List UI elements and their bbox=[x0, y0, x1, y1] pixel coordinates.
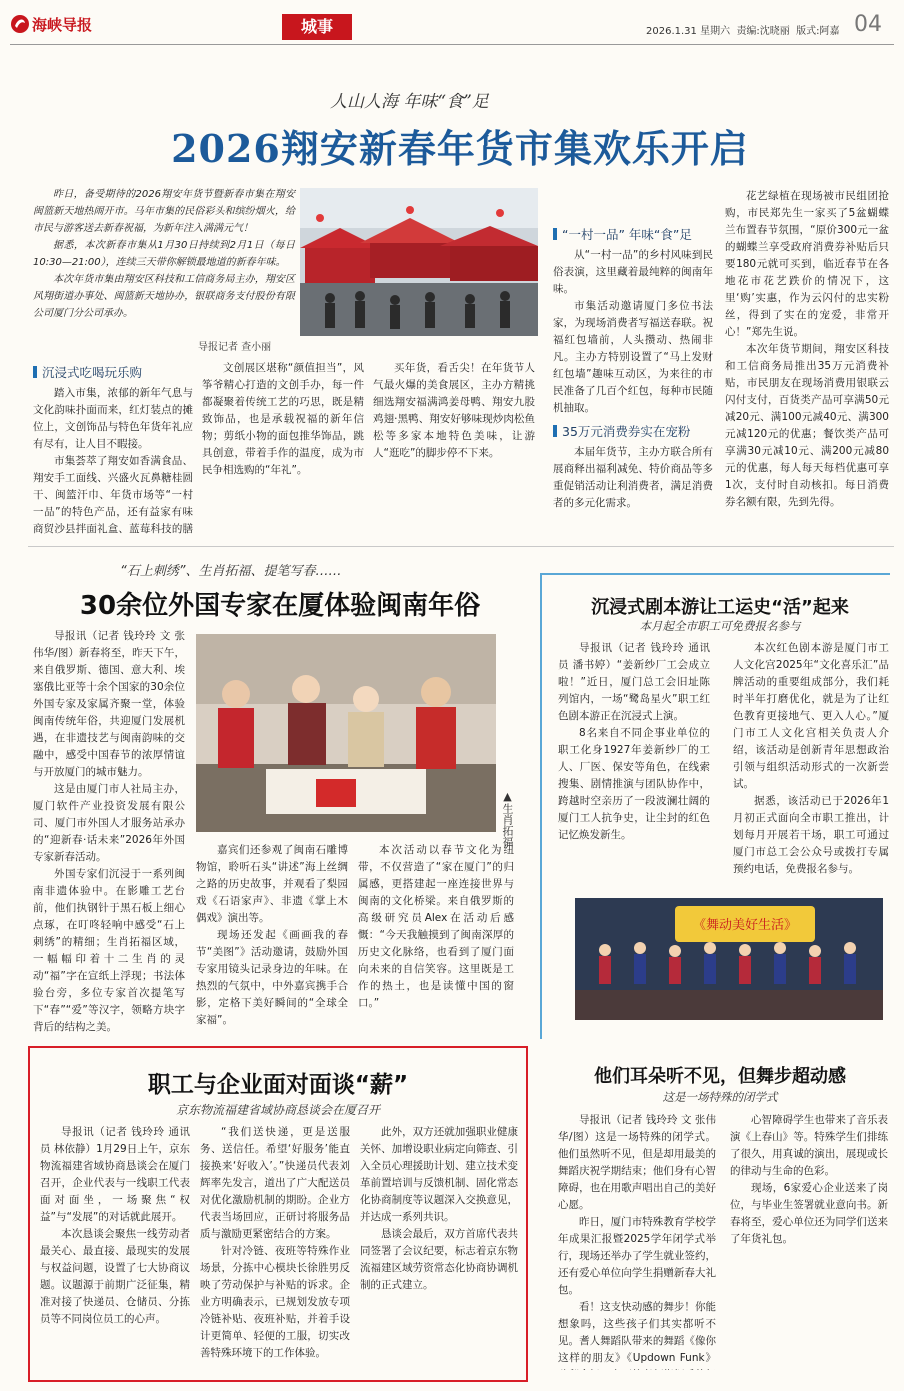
article3-frame-left bbox=[540, 573, 542, 1039]
article5-col1 bbox=[40, 1124, 190, 1374]
article1-col2 bbox=[202, 360, 364, 535]
body-para: 文创展区堪称“颜值担当”，风筝爷精心打造的文创手办，每一件都凝聚着传统工艺的巧思，既是精致饰品，也是承载祝福的新年信物；剪纸小物的面包推华饰品，跳具创意，带着手作的温度，成为市民争相选购的“年礼”。 bbox=[202, 362, 364, 476]
designer: 版式:阿嘉 bbox=[796, 26, 840, 37]
lead-para: 据悉，本次新春市集从1月30日持续到2月1日（每日10:30—21:00），连续三天带你解锁最地道的新春年味。 bbox=[33, 240, 295, 268]
article3-col2 bbox=[733, 640, 889, 890]
body-para: 本次恳谈会聚焦一线劳动者最关心、最直接、最现实的发展与权益问题，设置了七大协商议题。议题源于前期广泛征集，精准对接了快递员、仓储员、分拣员等不同岗位员工的心声。 bbox=[40, 1228, 190, 1325]
article3-col1 bbox=[558, 640, 710, 890]
body-para: 导报讯（记者 钱玲玲 文 张伟华/图）新春将至，昨天下午，来自俄罗斯、德国、意大利、埃塞俄比亚等十余个国家的30余位外国专家及家属齐聚一堂，体验闽南传统年俗，共迎厦门发展机遇，在非遗技艺与闽南韵味的交融中，感受中国春节的浓厚情谊与开放厦门的城市魅力。 bbox=[33, 630, 185, 778]
body-para: 导报讯（记者 钱玲玲 通讯员 林依静）1月29日上午，京东物流福建省域协商恳谈会在厦门召开，企业代表与一线职工代表面对面坐，一场聚焦“权益”与“发展”的对话就此展开。 bbox=[40, 1126, 190, 1223]
article5-title: 职工与企业面对面谈“薪” bbox=[147, 1072, 409, 1098]
article4-col2 bbox=[730, 1112, 888, 1370]
body-para: 针对冷链、夜班等特殊作业场景，分拣中心模块长徐胜男反映了劳动保护与补贴的诉求。企业方明确表示，已规划发放专项冷链补贴、夜班补贴，并着手设计更简单、轻便的工服，切实改善特殊环境下的工作体验。 bbox=[200, 1245, 350, 1359]
article4-title: 他们耳朵听不见，但舞步超动感 bbox=[594, 1066, 846, 1087]
article3-subtitle: 本月起全市职工可免费报名参与 bbox=[639, 619, 801, 633]
body-para: 花艺绿植在现场被市民组团抢购，市民郑先生一家买了5盆蝴蝶兰布置春节氛围，“原价300元一盆的蝴蝶兰享受政府消费券补贴后只要180元就可买到，临近春节在各地花市花艺跌价的情况下，这里‘购’实惠，作为云闪付的忠实粉丝，得到了实在的宠爱，非常开心！”郑先生说。 bbox=[725, 190, 889, 338]
article5-col2 bbox=[200, 1124, 350, 1374]
article1-kicker: 人山人海 年味“食”足 bbox=[330, 92, 489, 112]
body-para: 外国专家们沉浸于一系列闽南非遗体验中。在影雕工艺台前，他们执钢针于黑石板上细心点琢，在叮咚轻响中感受“石上刺绣”的精细；生肖拓福区域，一幅幅印着十二生肖的灵动“福”字在宣纸上浮现；书法体验台旁，多位专家首次提笔写下“春”“爱”等汉字，领略方块字背后的结构之美。 bbox=[33, 868, 185, 1033]
body-para: 现场，6家爱心企业送来了岗位，与毕业生签署就业意向书。新春将至，爱心单位还为同学们送来了年货礼包。 bbox=[730, 1182, 888, 1245]
article1-col4 bbox=[553, 188, 713, 533]
article3-title: 沉浸式剧本游让工运史“活”起来 bbox=[591, 597, 849, 618]
body-para: 踏入市集，浓郁的新年气息与文化韵味扑面而来，红灯装点的摊位上，文创饰品与特色年货年礼应有尽有，让人目不暇接。 bbox=[33, 387, 193, 450]
date-line bbox=[646, 22, 840, 37]
body-para: 本届年货节，主办方联合所有展商释出福利减免、特价商品等多重促销活动让利消费者，满足消费者的多元化需求。 bbox=[553, 446, 713, 509]
article5-subtitle: 京东物流福建省域协商恳谈会在厦召开 bbox=[175, 1103, 380, 1117]
body-para: “我们送快递，更是送服务、送信任。希望‘好服务’能直接换来‘好收入’。”快递员代表刘辉率先发言，道出了广大配送员对优化激励机制的期盼。企业方代表当场回应，正研讨将服务品质与激励更紧密结合的方案。 bbox=[200, 1126, 350, 1240]
article1-lead bbox=[33, 186, 295, 322]
article1-col1 bbox=[33, 360, 193, 535]
body-para: 心智障碍学生也带来了音乐表演《上春山》等。特殊学生们排练了很久，用真诚的演出，展现或长的律动与生命的色彩。 bbox=[730, 1114, 888, 1177]
body-para: 恳谈会最后，双方首席代表共同签署了会议纪要，标志着京东物流福建区域劳资常态化协商协调机制的正式建立。 bbox=[360, 1228, 518, 1291]
stage-banner-text: 《舞动美好生活》 bbox=[692, 918, 798, 933]
article4-subtitle: 这是一场特殊的闭学式 bbox=[662, 1090, 778, 1104]
body-para: 现场还发起《画画我的春节“美图”》活动邀请，鼓励外国专家用镜头记录身边的年味。在热烈的气氛中，中外嘉宾携手合影，定格下美好瞬间的“全球全家福”。 bbox=[196, 929, 348, 1026]
article2-col2 bbox=[196, 842, 348, 1038]
photo-caption: ▲生肖拓福 bbox=[501, 790, 514, 847]
logo-text: 海峡导报 bbox=[32, 16, 93, 34]
article2-col1 bbox=[33, 628, 185, 1038]
subhead-vouchers: 35万元消费券实在宠粉 bbox=[553, 423, 713, 440]
article1-col5 bbox=[725, 188, 889, 533]
page-number: 04 bbox=[854, 12, 882, 37]
body-para: 买年货，看舌尖！在年货节人气最火爆的美食展区，主办方精挑细选翔安福满鸿姜母鸭、翔安九股鸡翅·黑鸭、翔安好够味现炒肉松鱼松等多家本地特色美味，让游人“逛吃”的脚步停不下来。 bbox=[373, 362, 535, 459]
subhead-immersive: 沉浸式吃喝玩乐购 bbox=[33, 364, 193, 381]
body-para: 市集荟萃了翔安如香满食品、翔安手工面线、兴盛火瓦鼻糖桂圆干、闽篮汗巾、年货市场等“一村一品”的特色产品，还有益家有味商贸沙县拌面礼盒、蓝莓科技的膳 bbox=[33, 455, 193, 535]
body-para: 8名来自不同企事业单位的职工化身1927年姜新纱厂的工人、厂医、保安等角色，在线索搜集、剧情推演与团队协作中，跨越时空亲历了一段波澜壮阔的厦门工人抗争史，让尘封的红色记忆焕发新生。 bbox=[558, 727, 710, 841]
body-para: 嘉宾们还参观了闽南石雕博物馆，聆听石头“讲述”海上丝绸之路的历史故事，并观看了梨园戏《石语家声》、非遗《掌上木偶戏》演出等。 bbox=[196, 844, 348, 924]
subhead-village: “一村一品” 年味“食”足 bbox=[553, 226, 713, 243]
body-para: 从“一村一品”的乡村风味到民俗表演，这里藏着最纯粹的闽南年味。 bbox=[553, 249, 713, 295]
lead-para: 昨日，备受期待的2026翔安年货节暨新春市集在翔安闽篮新天地热闹开市。马年市集的民俗彩头和缤纷烟火，给市民与游客送去新春祝福，为新年注入满满元气！ bbox=[33, 189, 295, 234]
masthead bbox=[0, 0, 904, 44]
section-label-text: 城事 bbox=[300, 17, 333, 36]
body-para: 此外，双方还就加强职业健康关怀、加增设职业病定向筛查、引入全员心理援助计划、建立技术变革前置培训与反馈机制、固化常态化协商制度等议题深入交换意见，并达成一系列共识。 bbox=[360, 1126, 518, 1223]
body-para: 市集活动邀请厦门多位书法家，为现场消费者写福送春联。祝福红包墙前，人头攒动、热闹非凡。主办方特别设置了“马上发财红包墙”趣味互动区，为来往的市民准备了几百个红包，每种市民随机抽取。 bbox=[553, 300, 713, 414]
article1-title: 2026翔安新春年货市集欢乐开启 bbox=[171, 126, 749, 171]
masthead-rule bbox=[10, 44, 894, 45]
logo-icon bbox=[10, 14, 30, 34]
article4-col1 bbox=[558, 1112, 716, 1370]
lead-para: 本次年货市集由翔安区科技和工信商务局主办，翔安区风翔街道办事处、闽篮新天地协办，银联商务支付股份有限公司厦门分公司承办。 bbox=[33, 274, 295, 319]
body-para: 导报讯（记者 钱玲玲 文 张伟华/图）这是一场特殊的闭学式。他们虽然听不见，但是却用最美的舞蹈庆祝学期结束；他们身有心智障碍，也在用歌声唱出自己的美好心愿。 bbox=[558, 1114, 716, 1211]
body-para: 本次年货节期间，翔安区科技和工信商务局推出35万元消费补贴，市民朋友在现场消费用银联云闪付支付，百货类产品可享满50元减20元、满100元减40元、满300元减120元的优惠；餐饮类产品可享满30元减10元、满200元减80元的优惠，每人每天每档优惠可享1次，支付时自动核扣。每日消费券名额有限，先到先得。 bbox=[725, 343, 889, 508]
body-para: 本次活动以春节文化为纽带，不仅营造了“家在厦门”的归属感，更搭建起一座连接世界与闽南的文化桥梁。来自俄罗斯的高级研究员Alex在活动后感慨：“今天我触摸到了闽南深厚的历史文化脉络，也看到了厦门面向未来的自信笑容。这里既是工作的热土，也是读懂中国的窗口。” bbox=[358, 844, 514, 1009]
section-label bbox=[282, 14, 352, 40]
date: 2026.1.31 星期六 bbox=[646, 26, 731, 37]
body-para: 昨日，厦门市特殊教育学校学年成果汇报暨2025学年闭学式举行，现场还举办了学生就业签约，还有爱心单位向学生捐赠新春大礼包。 bbox=[558, 1216, 716, 1296]
dancers-photo bbox=[575, 898, 883, 1020]
article2-kicker: “石上刺绣”、生肖拓福、提笔写春…… bbox=[120, 564, 342, 579]
divider bbox=[28, 546, 894, 547]
article2-title: 30余位外国专家在厦体验闽南年俗 bbox=[79, 591, 481, 621]
article5-col3 bbox=[360, 1124, 518, 1374]
market-photo bbox=[300, 188, 538, 336]
article1-col3 bbox=[373, 360, 535, 535]
editor: 责编:沈晓丽 bbox=[736, 26, 790, 37]
body-para: 本次红色剧本游是厦门市工人文化宫2025年“文化喜乐汇”品牌活动的重要组成部分，我们耗时半年打磨优化，就是为了让红色教育更接地气、更入人心。”厦门市工人文化宫相关负责人介绍，该活动是创新青年思想政治引领与组织活动形式的一次新尝试。 bbox=[733, 642, 889, 790]
photo-credit: 导报记者 查小丽 bbox=[198, 342, 272, 353]
body-para: 据悉，该活动已于2026年1月初正式面向全市职工推出，计划每月开展若干场，职工可通过厦门市总工会公众号或拨打专属预约电话，免费报名参与。 bbox=[733, 795, 889, 875]
body-para: 导报讯（记者 钱玲玲 通讯员 潘书婷）“姜新纱厂工会成立啦！”近日，厦门总工会旧址陈列馆内，一场“鹭岛星火”职工红色剧本游正在沉浸式上演。 bbox=[558, 642, 710, 722]
article3-frame bbox=[540, 573, 890, 575]
body-para: 这是由厦门市人社局主办，厦门软件产业投资发展有限公司、厦门市外国人才服务站承办的“迎新春·话未来”2026年外国专家新春活动。 bbox=[33, 783, 185, 863]
logo bbox=[10, 12, 180, 38]
experts-photo bbox=[196, 634, 496, 832]
body-para: 看！这支快动感的舞步！你能想象吗，这些孩子们其实都听不见。耆人舞蹈队带来的舞蹈《像你这样的朋友》《Updown Funk》 bbox=[558, 1301, 716, 1364]
article2-col3 bbox=[358, 842, 514, 1038]
